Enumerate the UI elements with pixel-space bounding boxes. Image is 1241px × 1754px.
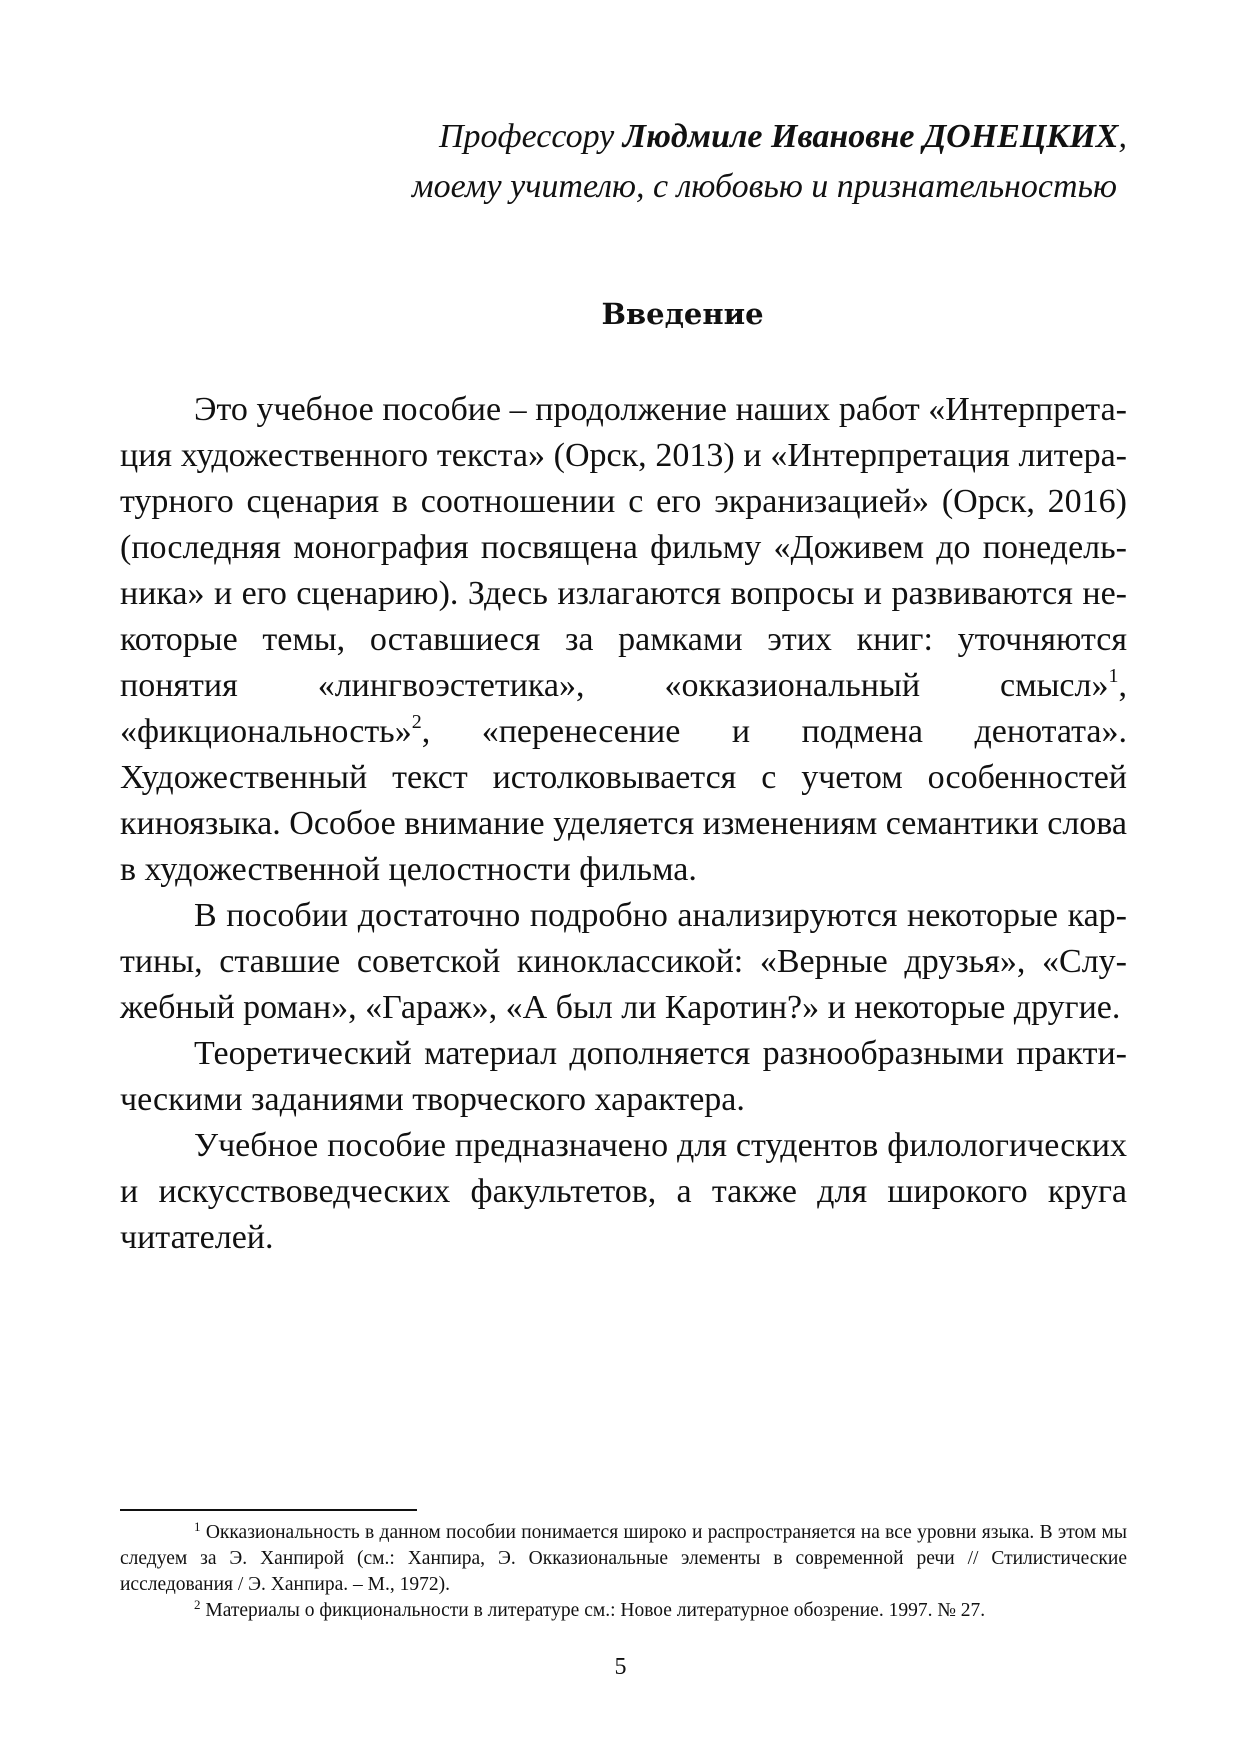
footnotes: [120, 1520, 1127, 1624]
footnote-2: [120, 1598, 1127, 1624]
paragraph-3: Теоретический материал дополняется разнообразными практическими заданиями творческого характера.: [120, 1035, 1127, 1118]
footnote-ref-2: 2: [411, 711, 422, 733]
dedication: [120, 112, 1127, 212]
footnote-2-mark: 2: [194, 1597, 201, 1612]
footnote-separator: [120, 1509, 417, 1511]
dedication-name: Людмиле Ивановне ДОНЕЦКИХ: [622, 118, 1119, 155]
footnote-2-text: Материалы о фикциональности в литературе см.: Новое литературное обозрение. 1997. № 27.: [200, 1600, 986, 1621]
paragraph-2: В пособии достаточно подробно анализируются некоторые картины, ставшие советской киноклассикой: «Верные друзья», «Служебный роман», «Гараж», «А был ли Каротин?» и некоторые другие.: [120, 897, 1127, 1026]
dedication-line-1: [120, 112, 1127, 162]
dedication-line-2: моему учителю, с любовью и признательностью: [411, 168, 1117, 205]
paragraph-1-part-a: Это учебное пособие – продолжение наших работ «Интерпретация художественного текста» (Орск, 2013) и «Интерпретация литературного сценария в соотношении с его экранизацией» (Орск, 2016) (последняя монография посвящена фильму «Доживем до понедельника» и его сценарию). Здесь излагаются вопросы и развиваются некоторые темы, оставшиеся за рамками этих книг: уточняются понятия «лингвоэстетика», «окказиональный смысл»: [120, 391, 1127, 704]
page-number: 5: [614, 1654, 627, 1680]
footnote-1-text: Окказиональность в данном пособии понимается широко и распространяется на все уровни языка. В этом мы следуем за Э. Ханпирой (см.: Ханпира, Э. Окказиональные элементы в современной речи // Стилистические исследования / Э. Ханпира. – М., 1972).: [120, 1522, 1127, 1595]
paragraph-1-part-c: , «перенесение и подмена денотата». Художественный текст истолковывается с учетом особенностей киноязыка. Особое внимание уделяется изменениям семантики слова в художественной целостности фильма.: [120, 713, 1127, 888]
paragraph-1-part-b: , «фикциональность»: [120, 667, 1127, 750]
dedication-comma: ,: [1118, 118, 1127, 155]
footnote-1: [120, 1520, 1127, 1598]
footnote-1-mark: 1: [194, 1519, 201, 1534]
footnote-ref-1: 1: [1108, 665, 1119, 687]
paragraph-4: Учебное пособие предназначено для студентов филологических и искусствоведческих факультетов, а также для широкого круга читателей.: [120, 1127, 1127, 1256]
section-heading-text: Введение: [601, 297, 764, 331]
paragraph-1: [120, 387, 1127, 893]
section-heading: [0, 294, 1241, 334]
main-text: [120, 387, 1127, 1261]
dedication-prefix: Профессору: [438, 118, 615, 155]
